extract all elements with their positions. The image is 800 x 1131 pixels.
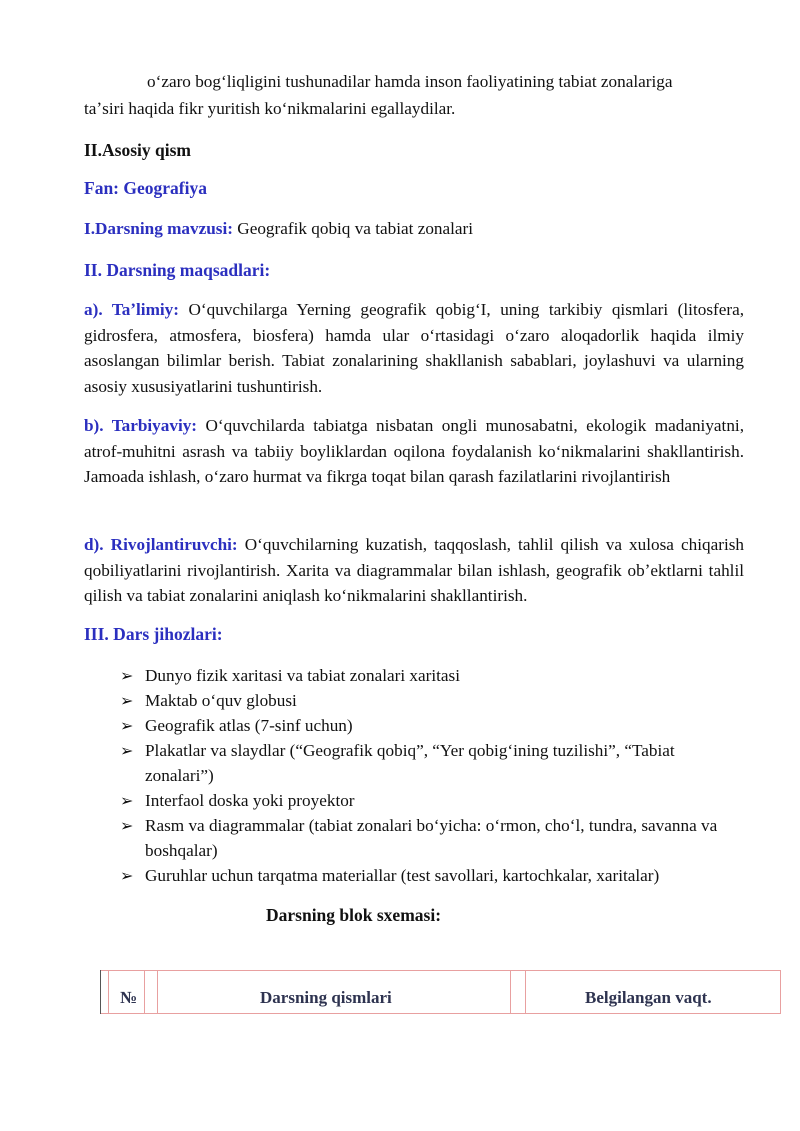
subject-heading: Fan: Geografiya <box>84 178 207 198</box>
list-item: ➢ Rasm va diagrammalar (tabiat zonalari boʻyicha: oʻrmon, choʻl, tundra, savanna va boshqalar) <box>120 813 720 863</box>
goal-d-text: Oʻquvchilarning kuzatish, taqqoslash, tahlil qilish va xulosa chiqarish qobiliyatlarini rivojlantirish. Xarita va diagrammalar bilan ishlash, geografik obʼektlarni tahlil qilish va tabiat zonalarini aniqlash koʻnikmalarini shakllantirish. <box>84 535 745 605</box>
intro-line-2: taʼsiri haqida fikr yuritish koʻnikmalarini egallaydilar. <box>84 99 456 118</box>
list-item: ➢ Maktab oʻquv globusi <box>120 688 720 713</box>
table-header-parts: Darsning qismlari <box>260 988 392 1007</box>
topic-label: I.Darsning mavzusi: <box>84 219 233 238</box>
goal-d-label: d). Rivojlantiruvchi: <box>84 535 238 554</box>
list-item: ➢ Interfaol doska yoki proyektor <box>120 788 720 813</box>
intro-paragraph <box>84 68 744 122</box>
table-divider-1 <box>144 970 145 1014</box>
lesson-plan-table <box>100 970 781 1014</box>
arrow-bullet-icon: ➢ <box>120 741 134 760</box>
table-header-time: Belgilangan vaqt. <box>585 988 712 1007</box>
table-border-left-inner <box>108 970 109 1014</box>
main-heading: II.Asosiy qism <box>84 140 191 160</box>
goal-b-label: b). Tarbiyaviy: <box>84 416 198 435</box>
goals-heading: II. Darsning maqsadlari: <box>84 260 271 280</box>
arrow-bullet-icon: ➢ <box>120 816 134 835</box>
list-item: ➢ Dunyo fizik xaritasi va tabiat zonalari xaritasi <box>120 663 720 688</box>
goal-d-paragraph <box>84 532 744 609</box>
arrow-bullet-icon: ➢ <box>120 716 134 735</box>
table-border-left <box>100 970 101 1014</box>
arrow-bullet-icon: ➢ <box>120 866 134 885</box>
table-header-number: № <box>120 988 138 1007</box>
goal-b-text: Oʻquvchilarda tabiatga nisbatan ongli munosabatni, ekologik madaniyatni, atrof-muhitni asrash va tabiiy boyliklardan oqilona foydalanish koʻnikmalarini shakllantirish. Jamoada ishlash, oʻzaro hurmat va fikrga toqat bilan qarash fazilatlarini rivojlantirish <box>84 416 744 486</box>
goal-a-paragraph <box>84 297 744 399</box>
goal-b-paragraph <box>84 413 744 490</box>
goal-a-label: a). Taʼlimiy: <box>84 300 179 319</box>
equipment-heading: III. Dars jihozlari: <box>84 624 223 644</box>
list-item: ➢ Geografik atlas (7-sinf uchun) <box>120 713 720 738</box>
table-divider-1b <box>157 970 158 1014</box>
table-divider-2 <box>510 970 511 1014</box>
goal-a-text: Oʻquvchilarga Yerning geografik qobigʻI, uning tarkibiy qismlari (litosfera, gidrosfera, atmosfera, biosfera) hamda ular oʻrtasidagi oʻzaro aloqadorlik haqida ilmiy asoslangan bilimlar berish. Tabiat zonalarining shakllanish sabablari, joylashuvi va ularning asosiy xususiyatlarini tushuntirish. <box>84 300 745 396</box>
topic-text: Geografik qobiq va tabiat zonalari <box>232 219 474 238</box>
list-item: ➢ Plakatlar va slaydlar (“Geografik qobiq”, “Yer qobigʻining tuzilishi”, “Tabiat zonalari”) <box>120 738 720 788</box>
arrow-bullet-icon: ➢ <box>120 691 134 710</box>
equipment-list <box>120 663 720 888</box>
block-scheme-title: Darsning blok sxemasi: <box>266 905 442 925</box>
list-item: ➢ Guruhlar uchun tarqatma materiallar (test savollari, kartochkalar, xaritalar) <box>120 863 720 888</box>
table-top-border <box>100 970 781 971</box>
topic-line <box>84 219 473 239</box>
arrow-bullet-icon: ➢ <box>120 791 134 810</box>
arrow-bullet-icon: ➢ <box>120 666 134 685</box>
table-divider-2b <box>525 970 526 1014</box>
intro-line-1: oʻzaro bogʻliqligini tushunadilar hamda inson faoliyatining tabiat zonalariga <box>147 72 673 91</box>
table-border-right <box>780 970 781 1014</box>
table-bottom-border <box>100 1013 781 1014</box>
